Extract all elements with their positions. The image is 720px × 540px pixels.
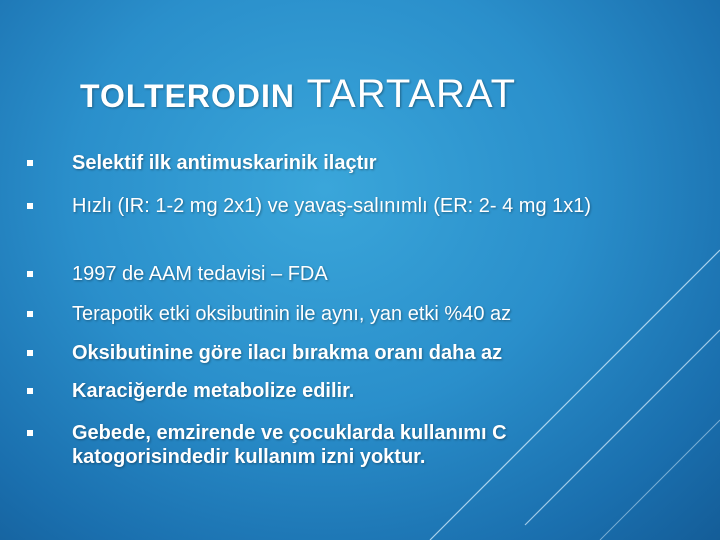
title-part-2: TARTARAT [306,72,517,116]
bullet-text: Hızlı (IR: 1-2 mg 2x1) ve yavaş-salınımlı (ER: 2- 4 mg 1x1) [72,195,592,217]
bullet-text: Terapotik etki oksibutinin ile aynı, yan etki %40 az [72,303,512,325]
bullet-marker [27,311,33,317]
bullet-text: Gebede, emzirende ve çocuklarda kullanımı C katogorisindedir kullanım izni yoktur. [72,422,507,468]
bullet-marker [27,430,33,436]
bullet-text: Selektif ilk antimuskarinik ilaçtır [72,152,377,174]
bullet-marker [27,203,33,209]
bullet-text: Oksibutinine göre ilacı bırakma oranı daha az [72,342,503,364]
bullet-text: 1997 de AAM tedavisi – FDA [72,263,328,285]
title-part-1: TOLTERODIN [80,78,296,114]
bullet-text: Karaciğerde metabolize edilir. [72,380,355,402]
bullet-marker [27,350,33,356]
bullet-marker [27,388,33,394]
bullet-marker [27,271,33,277]
bullet-marker [27,160,33,166]
